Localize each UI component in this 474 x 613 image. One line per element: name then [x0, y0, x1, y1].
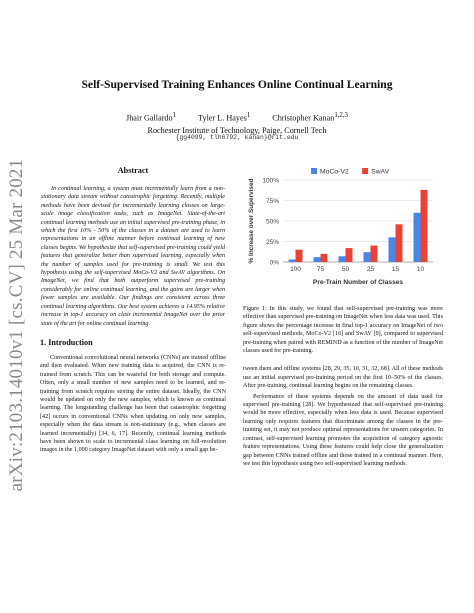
bar-swav-15 — [396, 224, 403, 262]
author-name: Tyler L. Hayes — [198, 113, 247, 123]
bar-chart — [243, 162, 443, 297]
paper-title: Self-Supervised Training Enhances Online Continual Learning — [81, 78, 393, 91]
x-tick-label: 50 — [341, 266, 350, 273]
intro-paragraph-continued: tween them and offline systems [28, 29, 35, 10, 31, 32, 68]. All of these methods use an initial supervised pre-training period on the first 10–50% of the classes. After pre-training, continual learning begins on the remaining classes. — [243, 366, 443, 390]
bar-swav-10 — [421, 190, 428, 262]
right-column — [243, 162, 443, 468]
author-superscript: 1,2,3 — [334, 112, 348, 119]
legend-label: SwAV — [371, 168, 390, 176]
author-superscript: 1 — [172, 112, 177, 119]
author-name: Christopher Kanan — [272, 113, 335, 123]
y-tick-label: 0% — [269, 259, 279, 267]
bar-moco-v2-50 — [339, 256, 346, 262]
y-tick-label: 25% — [265, 238, 279, 246]
affiliation-text: Rochester Institute of Technology, Paige, Cornell Tech — [147, 125, 327, 135]
bar-swav-50 — [346, 248, 353, 262]
author-name: Jhair Gallardo — [126, 113, 173, 123]
arxiv-side-stamp — [2, 140, 32, 510]
bar-moco-v2-15 — [389, 237, 396, 262]
author-emails: {gg4099, tlh6792, kanan}@rit.edu — [175, 134, 299, 141]
bar-swav-25 — [371, 246, 378, 262]
x-tick-label: 10 — [416, 266, 425, 273]
legend-label: MoCo-V2 — [320, 168, 349, 176]
y-tick-label: 50% — [265, 218, 279, 226]
author-names — [40, 110, 434, 125]
figure-caption: Figure 1: In this study, we found that self-supervised pre-training was more effective than supervised pre-training on ImageNet when less data was used. This figure shows the percentage increase in final top-1 accuracy on ImageNet of two self-supervised methods, MoCo-V2 [16] and SwAV [9], compared to supervised pre-training when paired with REMIND as a function of the number of ImageNet classes used for pre-training. — [243, 306, 443, 355]
y-tick-label: 75% — [265, 197, 279, 205]
intro-heading: 1. Introduction — [40, 337, 93, 347]
abstract-text: In continual learning, a system must incrementally learn from a non-stationary data stream without catastrophic forgetting. Recently, multiple methods have been devised for incrementally learning classes on large-scale image classification tasks, such as ImageNet. State-of-the-art continual learning methods use an initial supervised pre-training phase, in which the first 10% - 50% of the classes in a dataset are used to learn representations in an offline manner before continual learning of new classes begins. We hypothesize that self-supervised pre-training could yield features that generalize better than supervised learning, especially when the number of samples used for pre-training is small. We test this hypothesis using the self-supervised MoCo-V2 and SwAV algorithms. On ImageNet, we find that both outperform supervised pre-training considerably for online continual learning, and the gains are larger when fewer samples are available. Our findings are consistent across three continual learning algorithms. Our best system achieves a 14.95% relative increase in top-1 accuracy on class incremental ImageNet over the prior state of the art for online continual learning. — [41, 186, 225, 327]
legend-swatch — [362, 168, 368, 174]
intro-paragraph: Conventional convolutional neural networks (CNNs) are trained offline and then evaluated. When new training data is acquired, the CNN is re-trained from scratch. This can be wasteful for both storage and compute. Often, only a small number of new samples need to be learned, and re-training from scratch requires storing the entire dataset. Ideally, the CNN would be updated on only the new samples, which is known as continual learning. The longstanding challenge has been that catastrophic forgetting [42] occurs in conventional CNNs when updating on only new samples, especially when the data stream is non-stationary (e.g., when classes are learned incrementally) [34, 6, 17]. Recently, continual learning methods have been shown to scale to incremental class learning on full-resolution images in the 1,000 category ImageNet dataset with only a small gap be- — [40, 354, 226, 454]
legend-swatch — [311, 168, 317, 174]
author-block — [40, 110, 434, 137]
bar-moco-v2-75 — [314, 257, 321, 262]
bar-moco-v2-25 — [364, 252, 371, 262]
x-tick-label: 25 — [366, 266, 375, 273]
y-axis-label: % Increase over Supervised — [248, 178, 255, 264]
y-tick-label: 100% — [262, 177, 279, 185]
bar-moco-v2-100 — [289, 260, 296, 262]
arxiv-stamp-text: arXiv:2103.14010v1 [cs.CV] 25 Mar 2021 — [6, 158, 27, 492]
bar-moco-v2-10 — [414, 213, 421, 262]
abstract-heading: Abstract — [117, 166, 149, 175]
left-column — [40, 162, 226, 455]
bar-swav-75 — [321, 254, 328, 262]
x-tick-label: 75 — [316, 266, 325, 273]
intro-paragraph-2: Performance of these systems depends on the amount of data used for supervised pre-training [28]. We hypothesized that self-supervised pre-training would be more effective, especially when less data is used. Because supervised learning only requires features that discriminate among the classes in the pre-training set, it may not produce optimal representations for unseen categories. In contrast, self-supervised learning promotes the acquisition of category agnostic feature representations. Using these features could help close the generalization gap between CNNs trained offline and those trained in a continual manner. Here, we test this hypothesis using two self-supervised learning methods. — [243, 393, 443, 467]
x-tick-label: 100 — [290, 266, 301, 273]
x-tick-label: 15 — [391, 266, 400, 273]
bar-swav-100 — [296, 250, 303, 262]
x-axis-label: Pre-Train Number of Classes — [312, 279, 404, 286]
author-superscript: 1 — [246, 112, 251, 119]
